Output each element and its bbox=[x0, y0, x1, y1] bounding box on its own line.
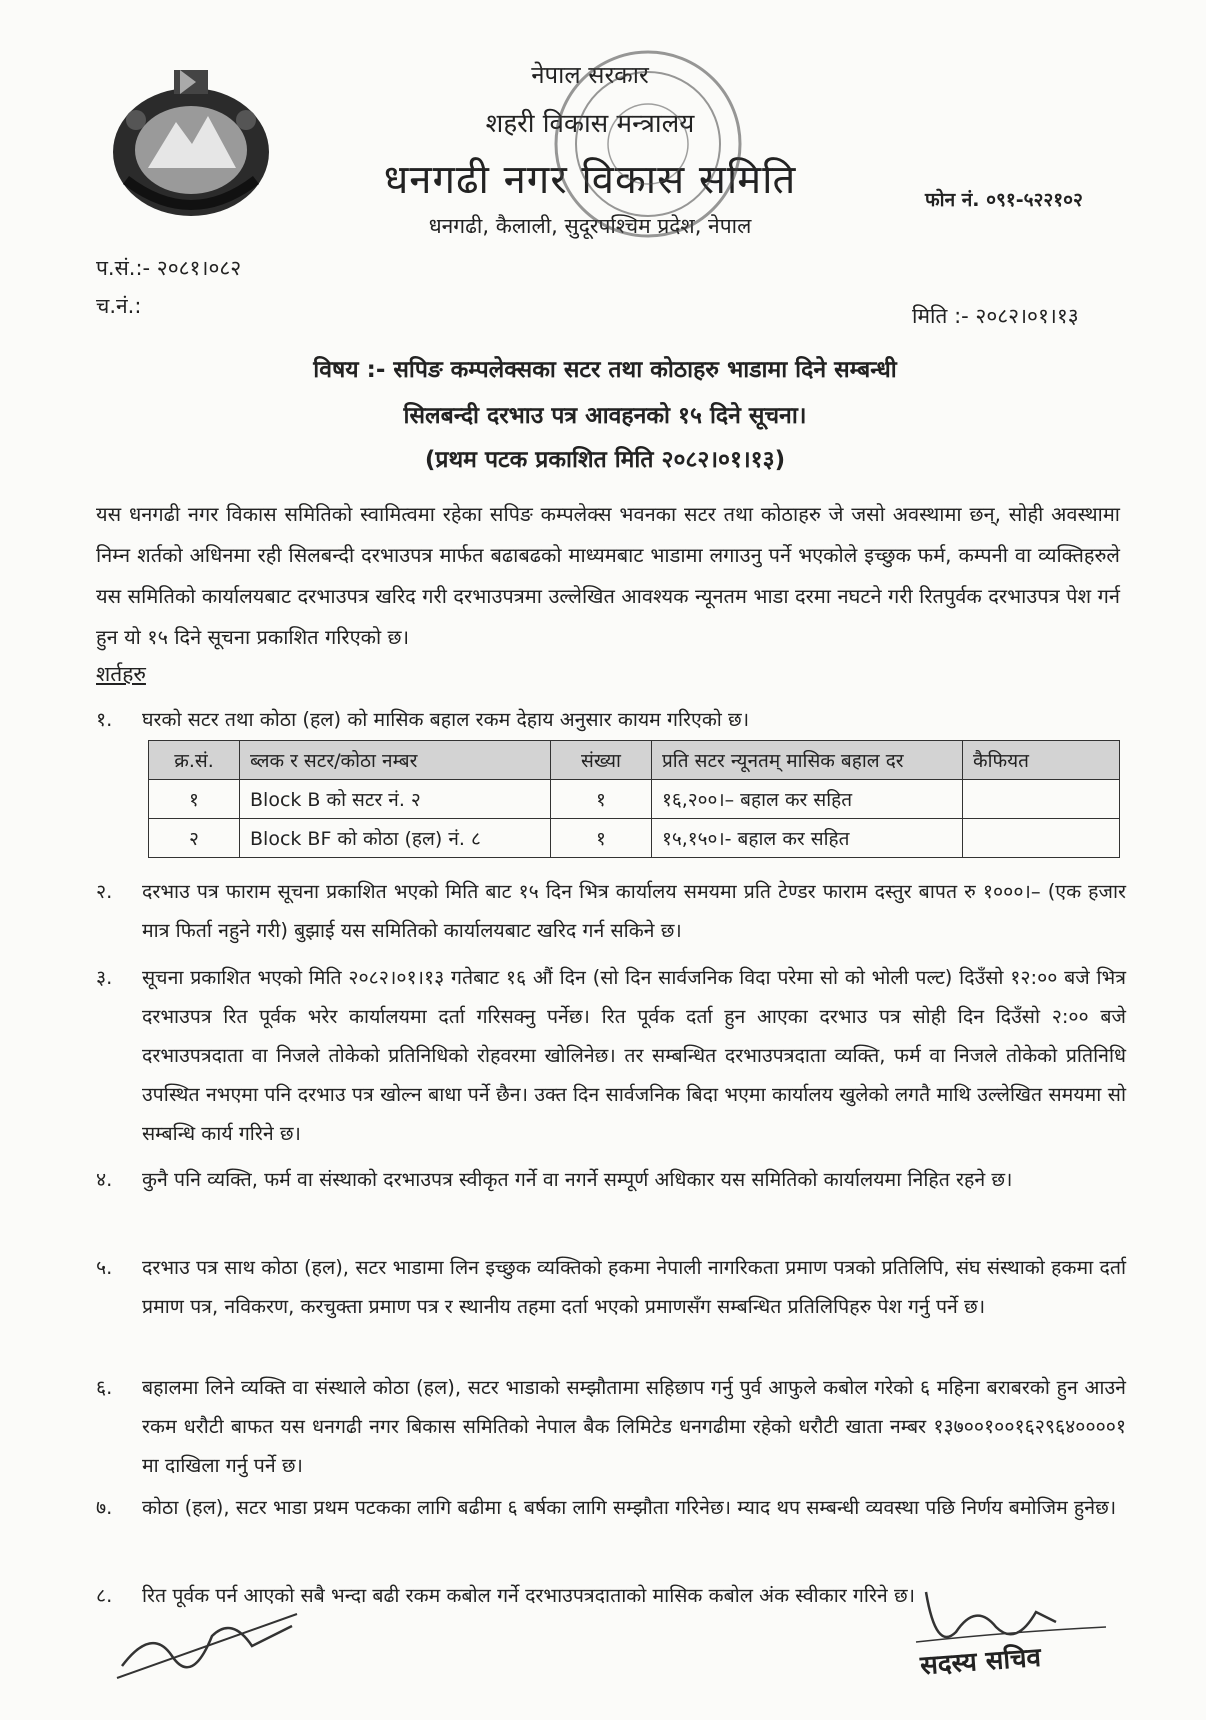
notice-date: मिति :- २०८२।०१।१३ bbox=[912, 304, 1079, 328]
table-cell: १ bbox=[551, 780, 652, 819]
office-address: धनगढी, कैलाली, सुदूरपश्चिम प्रदेश, नेपाल bbox=[428, 214, 752, 238]
condition-item bbox=[96, 958, 1126, 1153]
ministry-name: शहरी विकास मन्त्रालय bbox=[485, 109, 695, 139]
condition-number: २. bbox=[96, 880, 113, 903]
condition-text: कुनै पनि व्यक्ति, फर्म वा संस्थाको दरभाउपत्र स्वीकृत गर्ने वा नगर्ने सम्पूर्ण अधिकार यस समितिको कार्यालयमा निहित रहने छ। bbox=[142, 1168, 1013, 1191]
condition-number: ८. bbox=[96, 1584, 113, 1607]
table-header-row bbox=[149, 741, 1120, 780]
table-cell: Block B को सटर नं. २ bbox=[240, 780, 551, 819]
condition-number: ३. bbox=[96, 966, 113, 989]
subject-line-3: (प्रथम पटक प्रकाशित मिति २०८२।०१।१३) bbox=[424, 447, 786, 473]
table-cell: १५,१५०।- बहाल कर सहित bbox=[652, 819, 963, 858]
table-cell bbox=[963, 780, 1120, 819]
condition-item bbox=[96, 1488, 1126, 1527]
condition-item bbox=[96, 1248, 1126, 1326]
condition-text: कोठा (हल), सटर भाडा प्रथम पटकका लागि बढीमा ६ बर्षका लागि सम्झौता गरिनेछ। म्याद थप सम्बन्धी व्यवस्था पछि निर्णय बमोजिम हुनेछ। bbox=[142, 1496, 1117, 1519]
column-header: संख्या bbox=[551, 741, 652, 780]
government-name: नेपाल सरकार bbox=[531, 61, 649, 89]
table-row bbox=[149, 819, 1120, 858]
condition-number: ६. bbox=[96, 1376, 113, 1399]
condition-number: ४. bbox=[96, 1168, 113, 1191]
handwritten-signature-icon bbox=[906, 1572, 1116, 1702]
condition-number: ५. bbox=[96, 1256, 113, 1279]
table-cell: २ bbox=[149, 819, 240, 858]
condition-item bbox=[96, 1368, 1126, 1485]
table-cell bbox=[963, 819, 1120, 858]
subject-line-1: विषय :- सपिङ कम्पलेक्सका सटर तथा कोठाहरु भाडामा दिने सम्बन्धी bbox=[313, 357, 897, 383]
rent-table bbox=[148, 740, 1120, 858]
intro-paragraph: यस धनगढी नगर विकास समितिको स्वामित्वमा रहेका सपिङ कम्पलेक्स भवनका सटर तथा कोठाहरु जे जसो अवस्थामा छन्, सोही अवस्थामा निम्न शर्तको अधिनमा रही सिलबन्दी दरभाउपत्र मार्फत बढाबढको माध्यमबाट भाडामा लगाउनु पर्ने भएकोले इच्छुक फर्म, कम्पनी वा व्यक्तिहरुले यस समितिको कार्यालयबाट दरभाउपत्र खरिद गरी दरभाउपत्रमा उल्लेखित आवश्यक न्यूनतम भाडा दरमा नघटने गरी रितपुर्वक दरभाउपत्र पेश गर्न हुन यो १५ दिने सूचना प्रकाशित गरिएको छ। bbox=[96, 502, 1120, 649]
handwritten-signature-icon bbox=[112, 1596, 302, 1686]
condition-text: दरभाउ पत्र फाराम सूचना प्रकाशित भएको मिति बाट १५ दिन भित्र कार्यालय समयमा प्रति टेण्डर फाराम दस्तुर बापत रु १०००।– (एक हजार मात्र फिर्ता नहुने गरी) बुझाई यस समितिको कार्यालयबाट खरिद गर्न सकिने छ। bbox=[142, 880, 1126, 942]
office-name: धनगढी नगर विकास समिति bbox=[383, 157, 797, 203]
condition-text: सूचना प्रकाशित भएको मिति २०८२।०१।१३ गतेबाट १६ औं दिन (सो दिन सार्वजनिक विदा परेमा सो को भोली पल्ट) दिउँसो १२:०० बजे भित्र दरभाउपत्र रित पूर्वक भरेर कार्यालयमा दर्ता गरिसक्नु पर्नेछ। रित पूर्वक दर्ता हुन आएका दरभाउ पत्र सोही दिन दिउँसो २:०० बजे दरभाउपत्रदाता वा निजले तोकेको प्रतिनिधिको रोहवरमा खोलिनेछ। तर सम्बन्धित दरभाउपत्रदाता व्यक्ति, फर्म वा निजले तोकेको प्रतिनिधि उपस्थित नभएमा पनि दरभाउ पत्र खोल्न बाधा पर्ने छैन। उक्त दिन सार्वजनिक बिदा भएमा कार्यालय खुलेको लगतै माथि उल्लेखित समयमा सो सम्बन्धि कार्य गरिने छ। bbox=[142, 966, 1126, 1145]
condition-text: घरको सटर तथा कोठा (हल) को मासिक बहाल रकम देहाय अनुसार कायम गरिएको छ। bbox=[142, 708, 750, 731]
table-row bbox=[149, 780, 1120, 819]
condition-item bbox=[96, 700, 1126, 739]
member-secretary-title: सदस्य सचिव bbox=[919, 1642, 1042, 1682]
column-header: ब्लक र सटर/कोठा नम्बर bbox=[240, 741, 551, 780]
column-header: कैफियत bbox=[963, 741, 1120, 780]
condition-item bbox=[96, 872, 1126, 950]
column-header: प्रति सटर न्यूनतम् मासिक बहाल दर bbox=[652, 741, 963, 780]
reference-number: प.सं.:- २०८१।०८२ bbox=[96, 256, 242, 280]
condition-text: दरभाउ पत्र साथ कोठा (हल), सटर भाडामा लिन इच्छुक व्यक्तिको हकमा नेपाली नागरिकता प्रमाण पत्रको प्रतिलिपि, संघ संस्थाको हकमा दर्ता प्रमाण पत्र, नविकरण, करचुक्ता प्रमाण पत्र र स्थानीय तहमा दर्ता भएको प्रमाणसँग सम्बन्धित प्रतिलिपिहरु पेश गर्नु पर्ने छ। bbox=[142, 1256, 1126, 1318]
condition-text: रित पूर्वक पर्न आएको सबै भन्दा बढी रकम कबोल गर्ने दरभाउपत्रदाताको मासिक कबोल अंक स्वीकार गरिने छ। bbox=[142, 1584, 916, 1607]
office-phone: फोन नं. ०९१-५२२१०२ bbox=[925, 189, 1083, 211]
conditions-heading: शर्तहरु bbox=[96, 662, 146, 686]
condition-number: १. bbox=[96, 708, 113, 731]
condition-number: ७. bbox=[96, 1496, 113, 1519]
nepal-emblem-icon bbox=[96, 60, 286, 225]
table-cell: १६,२००।– बहाल कर सहित bbox=[652, 780, 963, 819]
column-header: क्र.सं. bbox=[149, 741, 240, 780]
dispatch-number: च.नं.: bbox=[96, 294, 142, 318]
condition-text: बहालमा लिने व्यक्ति वा संस्थाले कोठा (हल), सटर भाडाको सम्झौतामा सहिछाप गर्नु पुर्व आफुले कबोल गरेको ६ महिना बराबरको हुन आउने रकम धरौटी बाफत यस धनगढी नगर बिकास समितिको नेपाल बैक लिमिटेड धनगढीमा रहेको धरौटी खाता नम्बर १३७००१००१६२९६४००००१ मा दाखिला गर्नु पर्ने छ। bbox=[142, 1376, 1126, 1477]
subject-line-2: सिलबन्दी दरभाउ पत्र आवहनको १५ दिने सूचना। bbox=[403, 403, 807, 429]
table-cell: Block BF को कोठा (हल) नं. ८ bbox=[240, 819, 551, 858]
condition-item bbox=[96, 1160, 1126, 1199]
office-stamp-seal-icon bbox=[548, 44, 748, 244]
table-cell: १ bbox=[551, 819, 652, 858]
table-cell: १ bbox=[149, 780, 240, 819]
